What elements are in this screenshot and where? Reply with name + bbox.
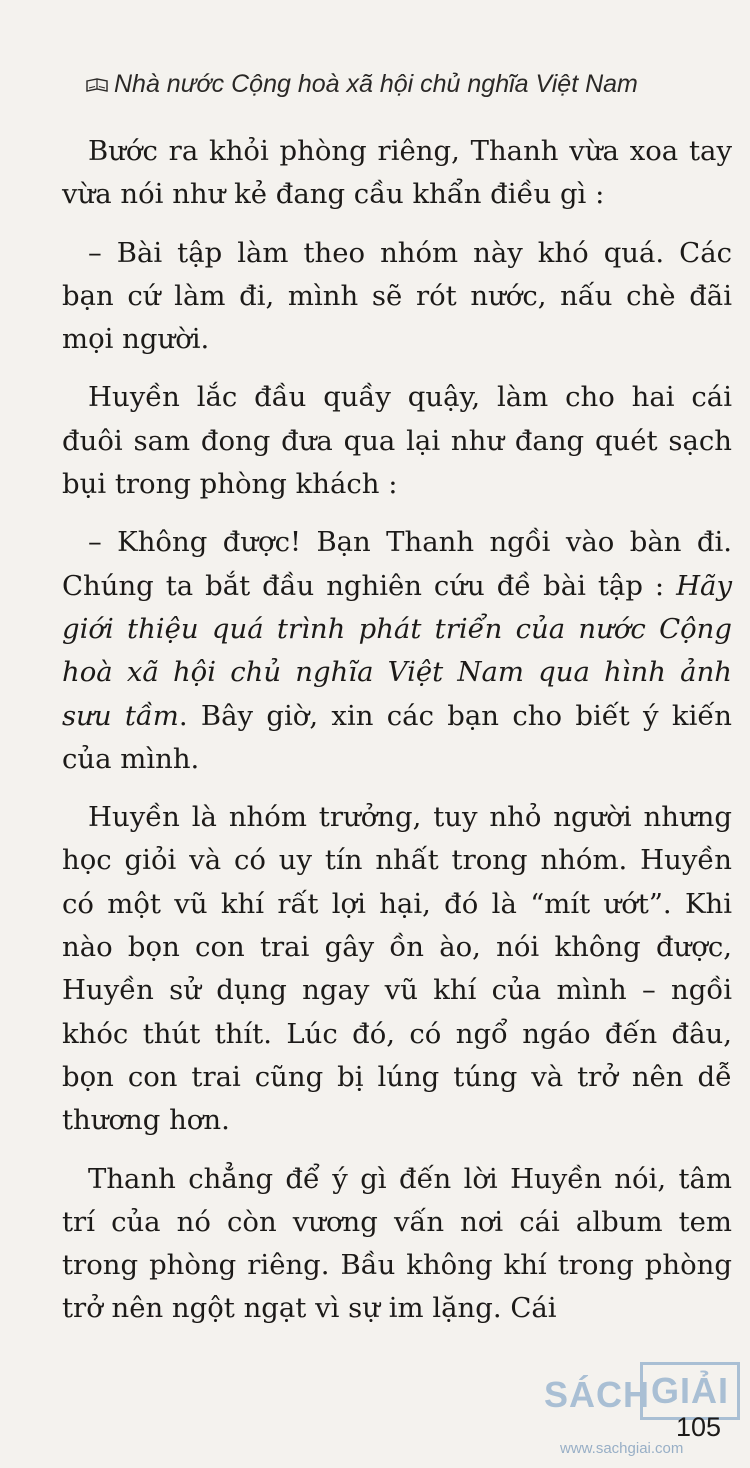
watermark-url: www.sachgiai.com bbox=[560, 1440, 684, 1457]
paragraph: Huyền là nhóm trưởng, tuy nhỏ người nhưng học giỏi và có uy tín nhất trong nhóm. Huyền có một vũ khí rất lợi hại, đó là “mít ướt”. Khi nào bọn con trai gây ồn ào, nói không được, Huyền sử dụng ngay vũ khí của mình – ngồi khóc thút thít. Lúc đó, có ngổ ngáo đến đâu, bọn con trai cũng bị lúng túng và trở nên dễ thương hơn. bbox=[62, 801, 732, 1137]
watermark-brand-left: SÁCH bbox=[544, 1374, 651, 1415]
assignment-title: Hãy giới thiệu quá trình phát triển của nước Cộng hoà xã hội chủ nghĩa Việt Nam qua hình ảnh sưu tầm bbox=[62, 569, 732, 732]
paragraph-text: – Không được! Bạn Thanh ngồi vào bàn đi. Chúng ta bắt đầu nghiên cứu đề bài tập : bbox=[62, 526, 732, 602]
watermark-brand-right: GIẢI bbox=[640, 1362, 740, 1420]
book-icon bbox=[86, 75, 108, 98]
page-number: 105 bbox=[676, 1412, 722, 1442]
body-text bbox=[62, 130, 732, 1331]
paragraph: – Bài tập làm theo nhóm này khó quá. Các bạn cứ làm đi, mình sẽ rót nước, nấu chè đãi mọi người. bbox=[62, 236, 732, 356]
paragraph: Bước ra khỏi phòng riêng, Thanh vừa xoa tay vừa nói như kẻ đang cầu khẩn điều gì : bbox=[62, 135, 732, 211]
paragraph: Huyền lắc đầu quầy quậy, làm cho hai cái đuôi sam đong đưa qua lại như đang quét sạch bụi trong phòng khách : bbox=[62, 381, 732, 501]
paragraph bbox=[62, 521, 732, 781]
paragraph: Thanh chẳng để ý gì đến lời Huyền nói, tâm trí của nó còn vương vấn nơi cái album tem trong phòng riêng. Bầu không khí trong phòng trở nên ngột ngạt vì sự im lặng. Cái bbox=[62, 1162, 732, 1325]
header-title: Nhà nước Cộng hoà xã hội chủ nghĩa Việt Nam bbox=[114, 70, 638, 98]
running-header bbox=[86, 70, 638, 99]
paragraph-text: . Bây giờ, xin các bạn cho biết ý kiến của mình. bbox=[62, 699, 732, 775]
